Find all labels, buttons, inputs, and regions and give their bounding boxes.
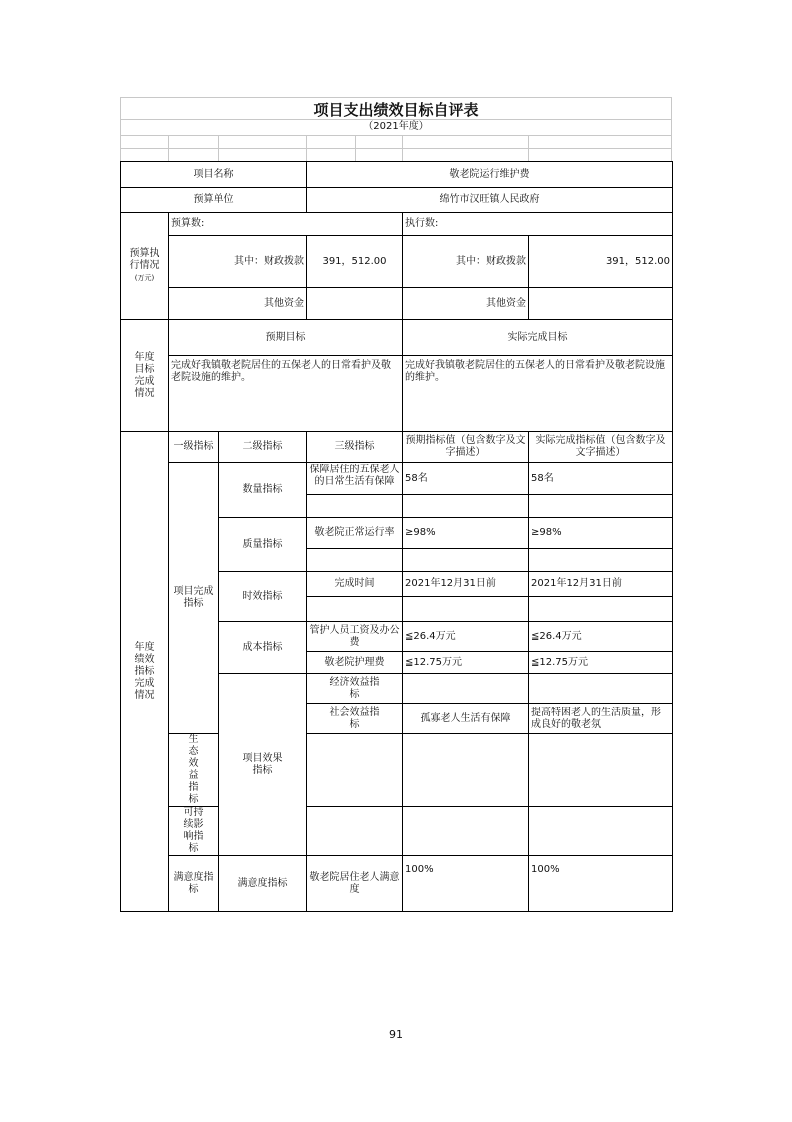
- fiscal-value-left: 391，512.00: [307, 236, 403, 288]
- social-expected: [529, 704, 673, 734]
- header-level2: 二级指标: [219, 432, 307, 463]
- effect-indicators-title: 项目效果指标: [242, 752, 283, 776]
- social-item: 孤寡老人生活有保障: [403, 704, 529, 734]
- other-value-right: [529, 288, 673, 320]
- cost-label: 成本指标: [219, 622, 307, 674]
- empty-cell: [403, 734, 529, 807]
- gridline: [355, 135, 356, 161]
- self-evaluation-table: [120, 161, 673, 912]
- gridline: [402, 135, 403, 161]
- output-indicators-label: [169, 463, 219, 734]
- effect-indicators-label: [219, 674, 307, 856]
- gridline: [168, 135, 169, 161]
- quality-label: 质量指标: [219, 518, 307, 572]
- actual-goal-text: 完成好我镇敬老院居住的五保老人的日常看护及敬老院设施的维护。: [403, 356, 673, 432]
- project-name-label: 项目名称: [121, 162, 307, 188]
- page-subtitle: （2021年度）: [363, 121, 429, 132]
- budget-section-title: 预算执行情况: [129, 248, 160, 271]
- cost-actual-1: ≦26.4万元: [529, 622, 673, 652]
- indicators-section-title: 年度绩效指标完成情况: [134, 641, 155, 701]
- quantity-item: [307, 463, 403, 495]
- other-label-left: 其他资金: [169, 288, 307, 320]
- timeliness-expected: 2021年12月31日前: [403, 572, 529, 597]
- table-row: [121, 807, 673, 856]
- cost-actual-2: ≦12.75万元: [529, 652, 673, 674]
- table-row: [121, 236, 673, 288]
- expected-goal-text: 完成好我镇敬老院居住的五保老人的日常看护及敬老院设施的维护。: [169, 356, 403, 432]
- gridline: [120, 148, 672, 149]
- ecological-label: 生态效益指标: [169, 734, 219, 807]
- other-value-left: [307, 288, 403, 320]
- quantity-item-text: 保障居住的五保老人的日常生活有保障: [309, 463, 400, 487]
- budget-unit-value: 绵竹市汉旺镇人民政府: [307, 188, 673, 213]
- table-row: [121, 213, 673, 236]
- fiscal-value-right: 391，512.00: [529, 236, 673, 288]
- empty-cell: [403, 807, 529, 856]
- table-row: [121, 463, 673, 495]
- table-row: [121, 188, 673, 213]
- empty-cell: [529, 674, 673, 704]
- budget-section-label: [121, 213, 169, 320]
- empty-cell: [403, 597, 529, 622]
- table-row: [121, 356, 673, 432]
- page-title: 项目支出绩效目标自评表: [313, 101, 479, 119]
- other-label-right: 其他资金: [403, 288, 529, 320]
- gridline: [306, 135, 307, 161]
- empty-cell: [307, 807, 403, 856]
- quantity-label: 数量指标: [219, 463, 307, 518]
- gridline: [120, 135, 672, 136]
- gridline: [120, 97, 672, 98]
- budget-unit-label: 预算单位: [121, 188, 307, 213]
- satisfaction-label: 满意度指标: [219, 856, 307, 912]
- timeliness-label: 时效指标: [219, 572, 307, 622]
- empty-cell: [307, 549, 403, 572]
- quantity-actual: 58名: [529, 463, 673, 495]
- budget-section-unit: (万元): [134, 274, 155, 282]
- table-row: [121, 162, 673, 188]
- empty-cell: [307, 597, 403, 622]
- output-indicators-title: 项目完成指标: [173, 586, 214, 609]
- social-expected-text: 提高特困老人的生活质量，形成良好的敬老氛: [531, 706, 661, 730]
- satisfaction-section-title: 满意度指标: [173, 871, 214, 895]
- project-name-value: 敬老院运行维护费: [307, 162, 673, 188]
- cost-expected-1: ≦26.4万元: [403, 622, 529, 652]
- header-actual: 实际完成指标值（包含数字及文字描述）: [529, 432, 673, 463]
- fiscal-label-left: 其中：财政拨款: [169, 236, 307, 288]
- empty-cell: [307, 734, 403, 807]
- page-number: 91: [389, 1028, 403, 1041]
- fiscal-label-right: 其中：财政拨款: [403, 236, 529, 288]
- quantity-expected: 58名: [403, 463, 529, 495]
- table-row: [121, 432, 673, 463]
- header-level1: 一级指标: [169, 432, 219, 463]
- exec-amount-label: 执行数:: [403, 213, 673, 236]
- table-row: [121, 734, 673, 807]
- empty-cell: [403, 549, 529, 572]
- empty-cell: [529, 734, 673, 807]
- social-label: 社会效益指标: [307, 704, 403, 734]
- empty-cell: [307, 495, 403, 518]
- gridline: [218, 135, 219, 161]
- gridline: [528, 135, 529, 161]
- empty-cell: [403, 495, 529, 518]
- cost-expected-2: ≦12.75万元: [403, 652, 529, 674]
- empty-cell: [403, 674, 529, 704]
- empty-cell: [529, 807, 673, 856]
- annual-goal-label: [121, 320, 169, 432]
- cost-item-1: 管护人员工资及办公费: [307, 622, 403, 652]
- sustainable-label: 可持续影响指标: [169, 807, 219, 856]
- header-expected: 预期指标值（包含数字及文字描述）: [403, 432, 529, 463]
- quality-actual: ≥98%: [529, 518, 673, 549]
- satisfaction-expected: 100%: [403, 856, 529, 912]
- actual-goal-header: 实际完成目标: [403, 320, 673, 356]
- empty-cell: [529, 597, 673, 622]
- satisfaction-section-label: [169, 856, 219, 912]
- header-level3: 三级指标: [307, 432, 403, 463]
- timeliness-actual: 2021年12月31日前: [529, 572, 673, 597]
- table-row: [121, 856, 673, 912]
- expected-goal-header: 预期目标: [169, 320, 403, 356]
- quality-expected: ≥98%: [403, 518, 529, 549]
- empty-cell: [529, 549, 673, 572]
- satisfaction-item: 敬老院居住老人满意度: [307, 856, 403, 912]
- table-row: [121, 320, 673, 356]
- cost-item-2: 敬老院护理费: [307, 652, 403, 674]
- quality-item: 敬老院正常运行率: [307, 518, 403, 549]
- economic-label: 经济效益指标: [307, 674, 403, 704]
- budget-amount-label: 预算数:: [169, 213, 403, 236]
- table-row: [121, 288, 673, 320]
- annual-goal-title: 年度目标完成情况: [134, 351, 155, 399]
- satisfaction-actual: 100%: [529, 856, 673, 912]
- empty-cell: [529, 495, 673, 518]
- timeliness-item: 完成时间: [307, 572, 403, 597]
- indicators-section-label: [121, 432, 169, 912]
